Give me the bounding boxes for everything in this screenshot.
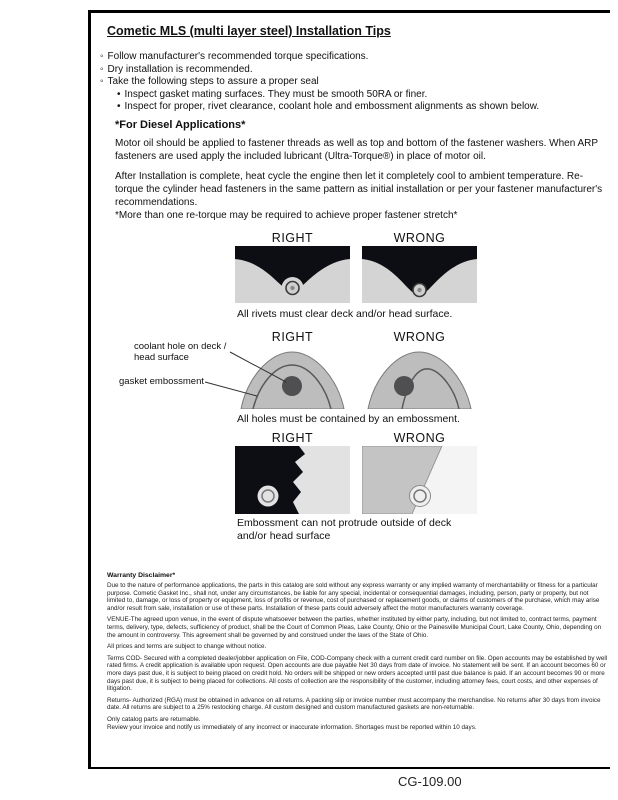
diagram-embossment-wrong	[362, 345, 477, 409]
diagram3-header	[235, 431, 477, 445]
disclaimer-heading: Warranty Disclaimer*	[107, 572, 176, 579]
diagram1-panels	[235, 246, 477, 303]
diesel-paragraph-2: After Installation is complete, heat cycle the engine then let it completely cool to ambient temperature. Re-torque the cylinder head fasteners in the same pattern as initial installation or per your fastener manufacturer's recommendations.	[115, 171, 603, 208]
left-border-rule	[88, 10, 91, 769]
diesel-paragraph-1: Motor oil should be applied to fastener threads as well as top and bottom of the fastener washers. When ARP fasteners are used apply the included lubricant (Ultra-Torque®) in place of motor oil.	[115, 138, 598, 162]
diagram-rivet-wrong	[362, 246, 477, 303]
tip-sub-item	[117, 89, 600, 102]
wrong-label: WRONG	[393, 231, 446, 245]
right-label: RIGHT	[271, 330, 314, 344]
tip-text: ◦ Follow manufacturer's recommended torque specifications.	[107, 51, 369, 62]
disclaimer-paragraph: Review your invoice and notify us immediately of any incorrect or inaccurate information. Shortages must be reported within 10 days.	[107, 723, 477, 731]
diagram2-header	[235, 330, 477, 344]
tip-item	[100, 76, 600, 89]
right-label: RIGHT	[271, 231, 314, 245]
disclaimer-paragraph: Terms COD- Secured with a completed dealer/jobber application on File, COD-Company check with a current credit card number on file. Open accounts may be established by well rated firms. A credit application is available upon request. Open accounts are due payable Net 30 days from date of invoice. No statement will be sent. If an account becomes 60 or more days past due, it is subject to being placed on credit hold. No orders will be shipped or new orders accepted until past due balance is paid. If an account becomes 90 or more days past due, it is subject to being placed for collections. All costs of collection are the responsibility of the customer, including attorney fees, court costs, and other expenses of litigation.	[107, 654, 608, 693]
wrong-label: WRONG	[393, 431, 446, 445]
tip-text: ◦ Dry installation is recommended.	[107, 63, 253, 75]
holes-caption: All holes must be contained by an embossment.	[237, 413, 460, 425]
diesel-applications-heading: *For Diesel Applications*	[115, 119, 246, 131]
bottom-border-rule	[88, 767, 610, 769]
tip-text: • Inspect gasket mating surfaces. They must be smooth 50RA or finer.	[124, 88, 428, 100]
rivet-caption: All rivets must clear deck and/or head surface.	[237, 308, 453, 320]
coolant-hole-label: coolant hole on deck / head surface	[134, 341, 227, 363]
tip-text: • Inspect for proper, rivet clearance, coolant hole and embossment alignments as shown below.	[124, 101, 540, 112]
protrude-caption: Embossment can not protrude outside of deck and/or head surface	[237, 517, 452, 542]
retorque-note: *More than one re-torque may be required to achieve proper fastener stretch*	[115, 210, 458, 221]
diagram1-header	[235, 231, 477, 245]
disclaimer-paragraph: Only catalog parts are returnable.	[107, 715, 201, 723]
disclaimer-paragraph: All prices and terms are subject to change without notice.	[107, 643, 267, 651]
disclaimer-paragraph: Due to the nature of performance applications, the parts in this catalog are sold without any express warranty or any implied warranty of merchantability or fitness for a particular purpose. Cometic Gasket Inc., shall not, under any circumstances, be liable for any special, incidental or consequential damages, including, person, party or property, but not limited to, damage, or loss of property or equipment, loss of profits or revenue, cost of purchased or replacement goods, or claims of customers of the purchase, which may arise and/or result from sale, installation or use of these parts. Installation of these parts could adversely affect the motor manufacturers warranty coverage.	[107, 582, 600, 612]
tip-item	[100, 51, 600, 64]
installation-tips-list	[100, 51, 600, 114]
diagram3-panels	[235, 446, 477, 514]
wrong-label: WRONG	[393, 330, 446, 344]
right-label: RIGHT	[271, 431, 314, 445]
diagram2-panels	[235, 345, 477, 409]
diagram-rivet-right	[235, 246, 350, 303]
tip-sub-item	[117, 101, 600, 114]
diagram-protrude-right	[235, 446, 350, 514]
page-code: CG-109.00	[398, 774, 462, 789]
tip-item	[100, 64, 600, 77]
tip-text: ◦ Take the following steps to assure a proper seal	[107, 76, 319, 87]
warranty-disclaimer	[107, 572, 608, 735]
tip-sub-list	[117, 89, 600, 114]
gasket-embossment-label: gasket embossment	[119, 376, 205, 387]
disclaimer-paragraph: Returns- Authorized (RGA) must be obtained in advance on all returns. A packing slip or invoice number must accompany the merchandise. No returns after 30 days from invoice date. All returns are subject to a 25% restocking charge. All custom designed and custom manufactured gaskets are non-returnable.	[107, 696, 601, 712]
disclaimer-paragraph: VENUE-The agreed upon venue, in the event of dispute whatsoever between the parties, whether instituted by either party, including, but not limited to, contract terms, payment terms, delivery, type, defects, sufficiency of product, shall be the Court of Common Pleas, Lake County, Ohio or the Painesville Municipal Court, Lake County, Ohio, depending on the amount in controversy. This agreement shall be governed by and construed under the laws of the State of Ohio.	[107, 616, 602, 639]
top-border-rule	[88, 10, 610, 13]
page-title: Cometic MLS (multi layer steel) Installation Tips	[107, 24, 391, 38]
diagram-protrude-wrong	[362, 446, 477, 514]
diagram-embossment-right	[235, 345, 350, 409]
